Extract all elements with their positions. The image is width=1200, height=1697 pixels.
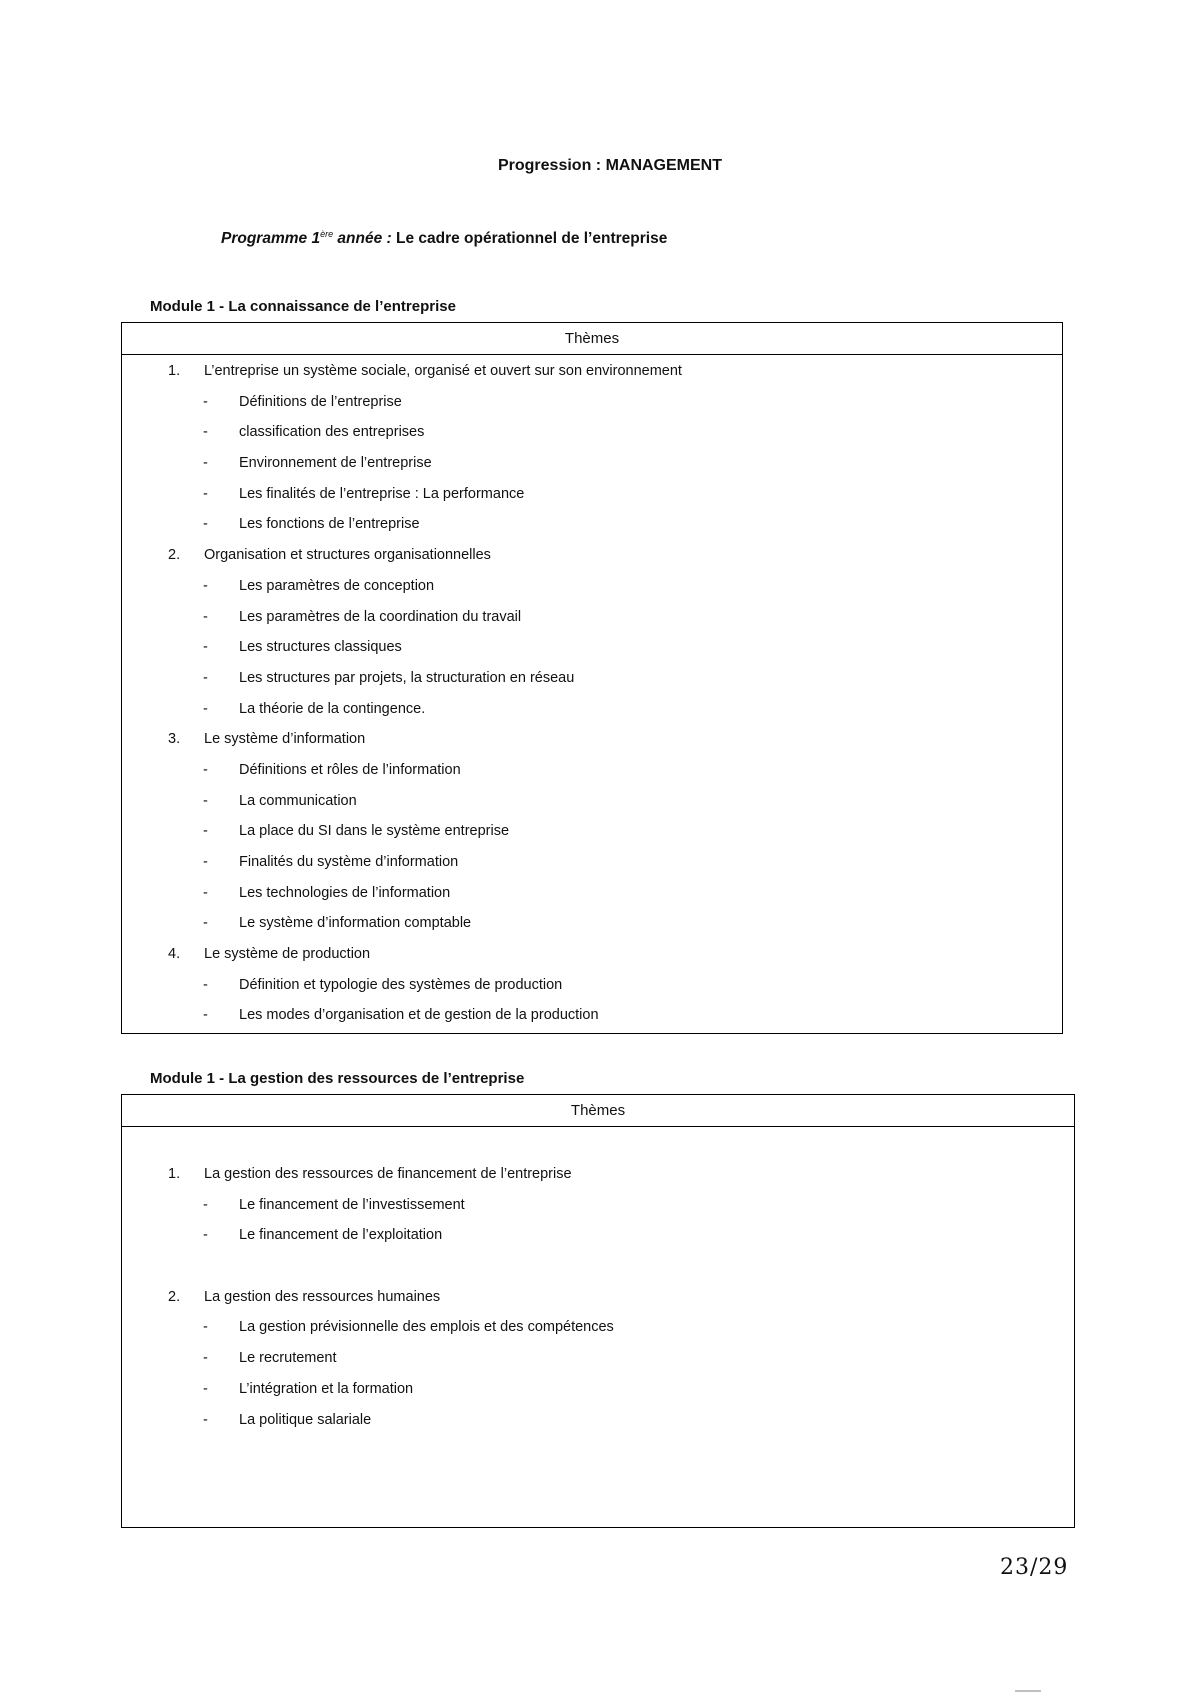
module2-table-header: Thèmes: [122, 1095, 1074, 1127]
bullet-dash: -: [203, 1380, 208, 1397]
theme-text: L’entreprise un système sociale, organisé et ouvert sur son environnement: [204, 363, 682, 379]
subtheme-item: [122, 417, 1062, 448]
theme-number: 2.: [168, 547, 181, 564]
bullet-dash: -: [203, 577, 208, 594]
program-prefix: Programme 1: [221, 230, 321, 248]
theme-number: 4.: [168, 946, 181, 963]
theme-number: 3.: [168, 731, 181, 748]
module2-table-body: [122, 1127, 1074, 1435]
theme-number: 1.: [168, 1166, 181, 1182]
spacer-row: [122, 1251, 1074, 1282]
subtheme-item: [122, 1000, 1062, 1031]
bullet-dash: -: [203, 1196, 208, 1213]
theme-item: [122, 939, 1062, 970]
subtheme-item: [122, 816, 1062, 847]
subtheme-item: [122, 448, 1062, 479]
program-heading: [221, 229, 667, 248]
subtheme-item: [122, 908, 1062, 939]
bullet-dash: -: [203, 915, 208, 932]
subtheme-text: L’intégration et la formation: [239, 1380, 414, 1397]
subtheme-text: Les fonctions de l’entreprise: [239, 516, 420, 533]
subtheme-text: La communication: [239, 792, 357, 809]
page-title: Progression : MANAGEMENT: [497, 157, 722, 174]
subtheme-item: [122, 1374, 1074, 1405]
subtheme-text: Le système d’information comptable: [239, 915, 472, 932]
subtheme-text: La gestion prévisionnelle des emplois et des compétences: [239, 1319, 614, 1336]
subtheme-text: Les finalités de l’entreprise : La performance: [239, 485, 525, 502]
module1-table: [121, 322, 1063, 1034]
subtheme-item: [122, 479, 1062, 510]
bullet-dash: -: [203, 608, 208, 625]
subtheme-text: Définitions et rôles de l’information: [239, 761, 461, 778]
module1-table-header: Thèmes: [122, 323, 1062, 355]
bullet-dash: -: [203, 823, 208, 840]
module1-table-body: [122, 355, 1062, 1031]
theme-item: [122, 356, 1062, 387]
subtheme-item: [122, 694, 1062, 725]
bullet-dash: -: [203, 485, 208, 502]
theme-text: Organisation et structures organisationnelles: [204, 547, 491, 564]
subtheme-text: Le financement de l’exploitation: [239, 1227, 443, 1244]
subtheme-item: [122, 1190, 1074, 1221]
subtheme-item: [122, 1220, 1074, 1251]
theme-item: [122, 540, 1062, 571]
subtheme-text: La place du SI dans le système entreprise: [239, 823, 510, 840]
subtheme-text: Les structures classiques: [239, 639, 402, 656]
module2-title: Module 1 - La gestion des ressources de l’entreprise: [150, 1070, 525, 1087]
subtheme-item: [122, 571, 1062, 602]
bullet-dash: -: [203, 1227, 208, 1244]
subtheme-item: [122, 387, 1062, 418]
module1-title: Module 1 - La connaissance de l’entreprise: [150, 298, 456, 315]
subtheme-text: classification des entreprises: [239, 424, 425, 441]
subtheme-text: Environnement de l’entreprise: [239, 455, 432, 472]
bullet-dash: -: [203, 761, 208, 778]
subtheme-item: [122, 1312, 1074, 1343]
bullet-dash: -: [203, 1411, 208, 1428]
bullet-dash: -: [203, 700, 208, 717]
subtheme-item: [122, 786, 1062, 817]
subtheme-text: Finalités du système d’information: [239, 854, 459, 870]
bullet-dash: -: [203, 1319, 208, 1336]
subtheme-text: Définitions de l’entreprise: [239, 393, 402, 410]
subtheme-text: Définition et typologie des systèmes de production: [239, 976, 563, 993]
bullet-dash: -: [203, 854, 208, 870]
theme-text: Le système de production: [204, 946, 371, 963]
subtheme-text: La politique salariale: [239, 1411, 372, 1428]
subtheme-item: [122, 602, 1062, 633]
bullet-dash: -: [203, 884, 208, 901]
theme-text: La gestion des ressources humaines: [204, 1288, 441, 1305]
bullet-dash: -: [203, 424, 208, 441]
bullet-dash: -: [203, 976, 208, 993]
program-superscript: ère: [320, 229, 334, 239]
bullet-dash: -: [203, 792, 208, 809]
theme-number: 2.: [168, 1288, 181, 1305]
subtheme-text: Le recrutement: [239, 1350, 337, 1367]
program-suffix: année :: [333, 230, 392, 248]
bullet-dash: -: [203, 393, 208, 410]
bullet-dash: -: [203, 669, 208, 686]
subtheme-item: [122, 878, 1062, 909]
subtheme-item: [122, 970, 1062, 1001]
theme-item: [122, 1282, 1074, 1313]
module2-table: [121, 1094, 1075, 1528]
theme-number: 1.: [168, 363, 181, 379]
theme-text: Le système d’information: [204, 731, 366, 748]
subtheme-item: [122, 632, 1062, 663]
subtheme-item: [122, 847, 1062, 878]
subtheme-text: Les paramètres de la coordination du travail: [239, 608, 522, 625]
subtheme-item: [122, 663, 1062, 694]
subtheme-text: La théorie de la contingence.: [239, 700, 426, 717]
bullet-dash: -: [203, 516, 208, 533]
bullet-dash: -: [203, 639, 208, 656]
theme-text: La gestion des ressources de financement de l’entreprise: [204, 1166, 572, 1182]
subtheme-text: Le financement de l’investissement: [239, 1196, 465, 1213]
bullet-dash: -: [203, 455, 208, 472]
page-number: 23/29: [1000, 1555, 1069, 1580]
bullet-dash: -: [203, 1350, 208, 1367]
subtheme-item: [122, 1343, 1074, 1374]
subtheme-text: Les technologies de l’information: [239, 884, 451, 901]
subtheme-item: [122, 509, 1062, 540]
bullet-dash: -: [203, 1007, 208, 1024]
subtheme-text: Les structures par projets, la structuration en réseau: [239, 669, 575, 686]
subtheme-text: Les paramètres de conception: [239, 577, 435, 594]
subtheme-text: Les modes d’organisation et de gestion de la production: [239, 1007, 599, 1024]
theme-item: [122, 724, 1062, 755]
footer-mark: [1015, 1690, 1041, 1692]
theme-item: [122, 1159, 1074, 1190]
subtheme-item: [122, 755, 1062, 786]
program-subtitle: Le cadre opérationnel de l’entreprise: [391, 230, 668, 248]
subtheme-item: [122, 1405, 1074, 1436]
